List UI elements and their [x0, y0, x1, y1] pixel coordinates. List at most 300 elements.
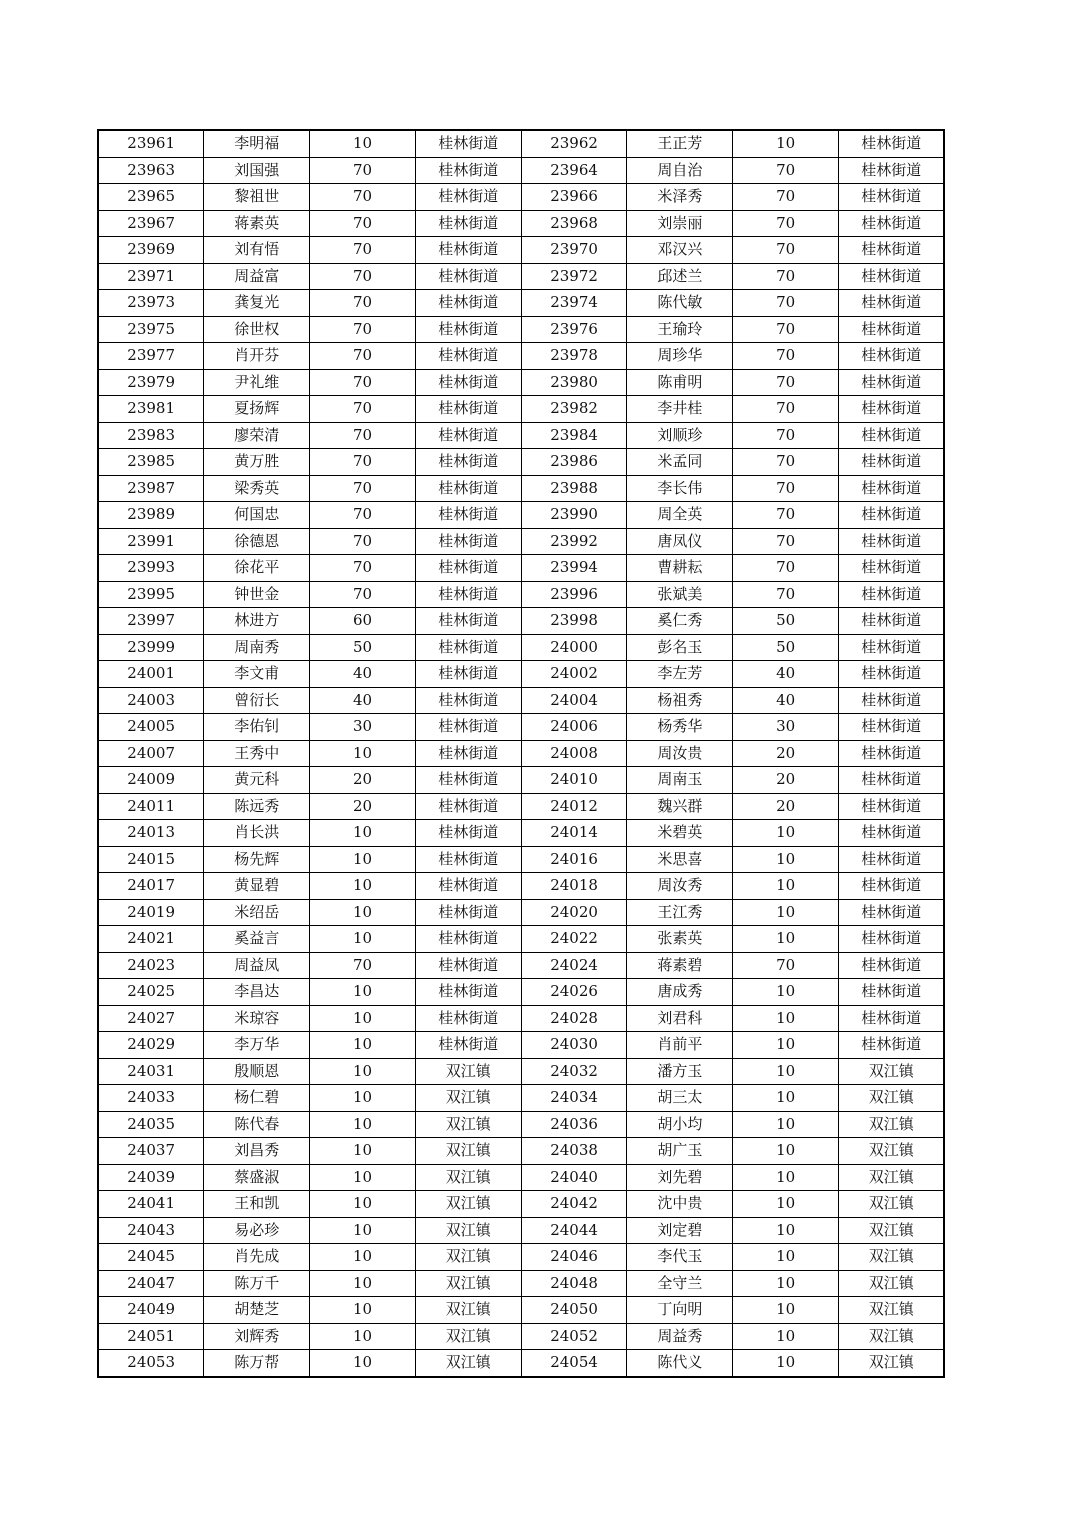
- left-name-cell: 刘辉秀: [204, 1323, 310, 1350]
- left-amount-cell: 70: [310, 316, 416, 343]
- right-name-cell: 彭名玉: [627, 634, 733, 661]
- right-amount-cell: 10: [733, 1191, 839, 1218]
- right-name-cell: 邱述兰: [627, 263, 733, 290]
- right-area-cell: 桂林街道: [839, 661, 945, 688]
- left-amount-cell: 70: [310, 449, 416, 476]
- table-row: [98, 449, 944, 476]
- right-amount-cell: 70: [733, 422, 839, 449]
- right-id-cell: 24026: [521, 979, 627, 1006]
- left-amount-cell: 10: [310, 979, 416, 1006]
- right-area-cell: 双江镇: [839, 1191, 945, 1218]
- right-amount-cell: 10: [733, 1323, 839, 1350]
- left-name-cell: 廖荣清: [204, 422, 310, 449]
- right-name-cell: 米孟同: [627, 449, 733, 476]
- table-row: [98, 661, 944, 688]
- right-id-cell: 23998: [521, 608, 627, 635]
- right-name-cell: 陈代义: [627, 1350, 733, 1377]
- left-area-cell: 桂林街道: [415, 926, 521, 953]
- right-name-cell: 张素英: [627, 926, 733, 953]
- left-amount-cell: 70: [310, 184, 416, 211]
- left-area-cell: 桂林街道: [415, 290, 521, 317]
- left-name-cell: 杨先辉: [204, 846, 310, 873]
- left-id-cell: 23963: [98, 157, 204, 184]
- table-row: [98, 1270, 944, 1297]
- table-row: [98, 1323, 944, 1350]
- right-name-cell: 肖前平: [627, 1032, 733, 1059]
- left-area-cell: 桂林街道: [415, 793, 521, 820]
- left-amount-cell: 10: [310, 1244, 416, 1271]
- left-area-cell: 桂林街道: [415, 184, 521, 211]
- right-area-cell: 桂林街道: [839, 952, 945, 979]
- left-id-cell: 24041: [98, 1191, 204, 1218]
- left-name-cell: 殷顺恩: [204, 1058, 310, 1085]
- left-amount-cell: 70: [310, 396, 416, 423]
- right-amount-cell: 20: [733, 793, 839, 820]
- left-id-cell: 23999: [98, 634, 204, 661]
- left-area-cell: 桂林街道: [415, 157, 521, 184]
- right-name-cell: 米泽秀: [627, 184, 733, 211]
- left-area-cell: 双江镇: [415, 1350, 521, 1377]
- table-row: [98, 343, 944, 370]
- left-area-cell: 双江镇: [415, 1138, 521, 1165]
- left-area-cell: 桂林街道: [415, 316, 521, 343]
- right-amount-cell: 10: [733, 1217, 839, 1244]
- right-area-cell: 桂林街道: [839, 793, 945, 820]
- table-row: [98, 1191, 944, 1218]
- left-name-cell: 蒋素英: [204, 210, 310, 237]
- left-area-cell: 桂林街道: [415, 343, 521, 370]
- left-id-cell: 23989: [98, 502, 204, 529]
- left-name-cell: 黄显碧: [204, 873, 310, 900]
- right-area-cell: 桂林街道: [839, 316, 945, 343]
- right-area-cell: 桂林街道: [839, 449, 945, 476]
- right-name-cell: 胡广玉: [627, 1138, 733, 1165]
- right-amount-cell: 10: [733, 1085, 839, 1112]
- left-amount-cell: 10: [310, 873, 416, 900]
- right-id-cell: 24000: [521, 634, 627, 661]
- right-area-cell: 桂林街道: [839, 184, 945, 211]
- left-id-cell: 24049: [98, 1297, 204, 1324]
- table-row: [98, 767, 944, 794]
- left-id-cell: 23991: [98, 528, 204, 555]
- right-amount-cell: 40: [733, 687, 839, 714]
- left-id-cell: 24053: [98, 1350, 204, 1377]
- right-name-cell: 蒋素碧: [627, 952, 733, 979]
- left-name-cell: 王秀中: [204, 740, 310, 767]
- table-row: [98, 184, 944, 211]
- left-area-cell: 桂林街道: [415, 714, 521, 741]
- right-id-cell: 23996: [521, 581, 627, 608]
- right-amount-cell: 10: [733, 899, 839, 926]
- table-row: [98, 793, 944, 820]
- left-amount-cell: 20: [310, 793, 416, 820]
- right-area-cell: 桂林街道: [839, 130, 945, 157]
- left-name-cell: 王和凯: [204, 1191, 310, 1218]
- records-table: [97, 129, 945, 1378]
- right-id-cell: 23984: [521, 422, 627, 449]
- right-area-cell: 双江镇: [839, 1297, 945, 1324]
- right-amount-cell: 70: [733, 581, 839, 608]
- right-name-cell: 米思喜: [627, 846, 733, 873]
- right-name-cell: 全守兰: [627, 1270, 733, 1297]
- right-id-cell: 23970: [521, 237, 627, 264]
- table-row: [98, 873, 944, 900]
- right-amount-cell: 70: [733, 555, 839, 582]
- right-amount-cell: 70: [733, 528, 839, 555]
- right-id-cell: 24018: [521, 873, 627, 900]
- right-amount-cell: 70: [733, 237, 839, 264]
- left-area-cell: 桂林街道: [415, 820, 521, 847]
- right-area-cell: 桂林街道: [839, 714, 945, 741]
- left-id-cell: 24025: [98, 979, 204, 1006]
- right-area-cell: 双江镇: [839, 1217, 945, 1244]
- left-name-cell: 米绍岳: [204, 899, 310, 926]
- right-amount-cell: 70: [733, 184, 839, 211]
- right-amount-cell: 10: [733, 873, 839, 900]
- left-name-cell: 陈远秀: [204, 793, 310, 820]
- right-name-cell: 唐凤仪: [627, 528, 733, 555]
- right-id-cell: 24014: [521, 820, 627, 847]
- right-name-cell: 刘先碧: [627, 1164, 733, 1191]
- left-name-cell: 陈代春: [204, 1111, 310, 1138]
- right-area-cell: 桂林街道: [839, 634, 945, 661]
- right-area-cell: 双江镇: [839, 1323, 945, 1350]
- left-name-cell: 陈万千: [204, 1270, 310, 1297]
- left-amount-cell: 10: [310, 1005, 416, 1032]
- table-row: [98, 1005, 944, 1032]
- right-amount-cell: 20: [733, 740, 839, 767]
- left-id-cell: 23969: [98, 237, 204, 264]
- right-area-cell: 桂林街道: [839, 369, 945, 396]
- right-name-cell: 杨秀华: [627, 714, 733, 741]
- right-amount-cell: 10: [733, 820, 839, 847]
- left-area-cell: 桂林街道: [415, 422, 521, 449]
- left-area-cell: 双江镇: [415, 1191, 521, 1218]
- right-amount-cell: 10: [733, 1297, 839, 1324]
- right-name-cell: 丁向明: [627, 1297, 733, 1324]
- table-row: [98, 1244, 944, 1271]
- left-amount-cell: 10: [310, 1138, 416, 1165]
- left-id-cell: 24023: [98, 952, 204, 979]
- left-amount-cell: 50: [310, 634, 416, 661]
- right-amount-cell: 70: [733, 396, 839, 423]
- right-amount-cell: 50: [733, 608, 839, 635]
- left-name-cell: 杨仁碧: [204, 1085, 310, 1112]
- table-row: [98, 979, 944, 1006]
- left-id-cell: 24013: [98, 820, 204, 847]
- right-area-cell: 双江镇: [839, 1085, 945, 1112]
- left-id-cell: 23985: [98, 449, 204, 476]
- left-name-cell: 黄元科: [204, 767, 310, 794]
- table-row: [98, 422, 944, 449]
- left-name-cell: 黎祖世: [204, 184, 310, 211]
- right-id-cell: 24008: [521, 740, 627, 767]
- right-area-cell: 桂林街道: [839, 422, 945, 449]
- left-id-cell: 24005: [98, 714, 204, 741]
- left-id-cell: 23975: [98, 316, 204, 343]
- table-row: [98, 369, 944, 396]
- table-row: [98, 157, 944, 184]
- left-amount-cell: 70: [310, 343, 416, 370]
- table-row: [98, 1058, 944, 1085]
- left-id-cell: 24019: [98, 899, 204, 926]
- left-id-cell: 23979: [98, 369, 204, 396]
- right-name-cell: 胡三太: [627, 1085, 733, 1112]
- left-name-cell: 徐德恩: [204, 528, 310, 555]
- left-amount-cell: 10: [310, 1164, 416, 1191]
- right-amount-cell: 30: [733, 714, 839, 741]
- right-id-cell: 24052: [521, 1323, 627, 1350]
- right-area-cell: 桂林街道: [839, 581, 945, 608]
- right-area-cell: 双江镇: [839, 1350, 945, 1377]
- right-area-cell: 桂林街道: [839, 846, 945, 873]
- right-id-cell: 23976: [521, 316, 627, 343]
- left-area-cell: 桂林街道: [415, 449, 521, 476]
- left-name-cell: 李文甫: [204, 661, 310, 688]
- right-amount-cell: 70: [733, 952, 839, 979]
- right-amount-cell: 10: [733, 1058, 839, 1085]
- left-id-cell: 24009: [98, 767, 204, 794]
- table-row: [98, 820, 944, 847]
- right-id-cell: 24044: [521, 1217, 627, 1244]
- right-id-cell: 23968: [521, 210, 627, 237]
- right-name-cell: 刘君科: [627, 1005, 733, 1032]
- left-area-cell: 双江镇: [415, 1270, 521, 1297]
- left-amount-cell: 70: [310, 555, 416, 582]
- left-id-cell: 24051: [98, 1323, 204, 1350]
- right-area-cell: 桂林街道: [839, 290, 945, 317]
- right-area-cell: 桂林街道: [839, 263, 945, 290]
- left-amount-cell: 10: [310, 1323, 416, 1350]
- left-amount-cell: 10: [310, 1111, 416, 1138]
- left-area-cell: 桂林街道: [415, 899, 521, 926]
- right-area-cell: 桂林街道: [839, 979, 945, 1006]
- left-area-cell: 桂林街道: [415, 263, 521, 290]
- table-row: [98, 1085, 944, 1112]
- right-id-cell: 24030: [521, 1032, 627, 1059]
- right-name-cell: 曹耕耘: [627, 555, 733, 582]
- right-amount-cell: 20: [733, 767, 839, 794]
- left-amount-cell: 70: [310, 210, 416, 237]
- left-id-cell: 23971: [98, 263, 204, 290]
- right-area-cell: 桂林街道: [839, 899, 945, 926]
- left-amount-cell: 40: [310, 661, 416, 688]
- left-name-cell: 李万华: [204, 1032, 310, 1059]
- left-amount-cell: 30: [310, 714, 416, 741]
- left-area-cell: 桂林街道: [415, 740, 521, 767]
- left-id-cell: 23981: [98, 396, 204, 423]
- right-id-cell: 24034: [521, 1085, 627, 1112]
- left-amount-cell: 10: [310, 899, 416, 926]
- left-name-cell: 刘有悟: [204, 237, 310, 264]
- left-amount-cell: 10: [310, 1217, 416, 1244]
- right-area-cell: 双江镇: [839, 1164, 945, 1191]
- left-area-cell: 桂林街道: [415, 661, 521, 688]
- right-id-cell: 24020: [521, 899, 627, 926]
- left-name-cell: 钟世金: [204, 581, 310, 608]
- left-id-cell: 23977: [98, 343, 204, 370]
- left-id-cell: 24045: [98, 1244, 204, 1271]
- table-row: [98, 290, 944, 317]
- right-name-cell: 李代玉: [627, 1244, 733, 1271]
- table-row: [98, 1297, 944, 1324]
- right-name-cell: 陈甫明: [627, 369, 733, 396]
- right-id-cell: 24016: [521, 846, 627, 873]
- table-row: [98, 634, 944, 661]
- left-area-cell: 双江镇: [415, 1297, 521, 1324]
- left-amount-cell: 70: [310, 422, 416, 449]
- right-id-cell: 24042: [521, 1191, 627, 1218]
- right-amount-cell: 50: [733, 634, 839, 661]
- left-name-cell: 蔡盛淑: [204, 1164, 310, 1191]
- left-id-cell: 24043: [98, 1217, 204, 1244]
- left-name-cell: 周益凤: [204, 952, 310, 979]
- right-id-cell: 24036: [521, 1111, 627, 1138]
- left-area-cell: 桂林街道: [415, 528, 521, 555]
- right-id-cell: 24002: [521, 661, 627, 688]
- left-amount-cell: 70: [310, 263, 416, 290]
- left-name-cell: 李明福: [204, 130, 310, 157]
- left-id-cell: 24037: [98, 1138, 204, 1165]
- table-row: [98, 608, 944, 635]
- right-area-cell: 桂林街道: [839, 528, 945, 555]
- right-id-cell: 23978: [521, 343, 627, 370]
- table-row: [98, 1032, 944, 1059]
- right-id-cell: 24032: [521, 1058, 627, 1085]
- left-amount-cell: 10: [310, 740, 416, 767]
- table-row: [98, 1111, 944, 1138]
- left-area-cell: 双江镇: [415, 1164, 521, 1191]
- left-id-cell: 23973: [98, 290, 204, 317]
- right-amount-cell: 10: [733, 1111, 839, 1138]
- right-area-cell: 桂林街道: [839, 608, 945, 635]
- right-name-cell: 李左芳: [627, 661, 733, 688]
- right-name-cell: 张斌美: [627, 581, 733, 608]
- right-area-cell: 双江镇: [839, 1270, 945, 1297]
- left-id-cell: 24047: [98, 1270, 204, 1297]
- table-row: [98, 555, 944, 582]
- left-id-cell: 23987: [98, 475, 204, 502]
- left-amount-cell: 70: [310, 290, 416, 317]
- left-id-cell: 24011: [98, 793, 204, 820]
- left-area-cell: 双江镇: [415, 1085, 521, 1112]
- right-name-cell: 李井桂: [627, 396, 733, 423]
- left-amount-cell: 70: [310, 369, 416, 396]
- left-area-cell: 桂林街道: [415, 1032, 521, 1059]
- left-id-cell: 23983: [98, 422, 204, 449]
- table-row: [98, 263, 944, 290]
- right-amount-cell: 10: [733, 1138, 839, 1165]
- right-name-cell: 周自治: [627, 157, 733, 184]
- right-amount-cell: 10: [733, 846, 839, 873]
- right-name-cell: 刘定碧: [627, 1217, 733, 1244]
- left-name-cell: 李佑钊: [204, 714, 310, 741]
- right-id-cell: 24024: [521, 952, 627, 979]
- left-amount-cell: 70: [310, 528, 416, 555]
- table-row: [98, 846, 944, 873]
- left-name-cell: 奚益言: [204, 926, 310, 953]
- left-area-cell: 桂林街道: [415, 475, 521, 502]
- right-amount-cell: 70: [733, 475, 839, 502]
- right-name-cell: 王正芳: [627, 130, 733, 157]
- left-amount-cell: 10: [310, 1032, 416, 1059]
- right-area-cell: 双江镇: [839, 1244, 945, 1271]
- table-row: [98, 502, 944, 529]
- left-amount-cell: 70: [310, 475, 416, 502]
- table-row: [98, 528, 944, 555]
- left-name-cell: 周南秀: [204, 634, 310, 661]
- right-name-cell: 周益秀: [627, 1323, 733, 1350]
- right-id-cell: 23972: [521, 263, 627, 290]
- right-id-cell: 23980: [521, 369, 627, 396]
- left-amount-cell: 70: [310, 502, 416, 529]
- right-area-cell: 桂林街道: [839, 237, 945, 264]
- right-name-cell: 唐成秀: [627, 979, 733, 1006]
- table-row: [98, 1217, 944, 1244]
- left-name-cell: 林进方: [204, 608, 310, 635]
- right-area-cell: 桂林街道: [839, 475, 945, 502]
- left-area-cell: 桂林街道: [415, 873, 521, 900]
- right-name-cell: 李长伟: [627, 475, 733, 502]
- left-area-cell: 桂林街道: [415, 210, 521, 237]
- right-id-cell: 23966: [521, 184, 627, 211]
- right-id-cell: 24038: [521, 1138, 627, 1165]
- left-name-cell: 徐花平: [204, 555, 310, 582]
- left-id-cell: 24021: [98, 926, 204, 953]
- right-id-cell: 23994: [521, 555, 627, 582]
- left-area-cell: 桂林街道: [415, 555, 521, 582]
- right-amount-cell: 10: [733, 130, 839, 157]
- left-name-cell: 肖先成: [204, 1244, 310, 1271]
- table-row: [98, 1350, 944, 1377]
- right-amount-cell: 70: [733, 157, 839, 184]
- left-id-cell: 24039: [98, 1164, 204, 1191]
- right-id-cell: 24050: [521, 1297, 627, 1324]
- left-amount-cell: 70: [310, 237, 416, 264]
- right-id-cell: 24022: [521, 926, 627, 953]
- left-name-cell: 夏扬辉: [204, 396, 310, 423]
- right-area-cell: 桂林街道: [839, 502, 945, 529]
- left-amount-cell: 10: [310, 1297, 416, 1324]
- right-area-cell: 桂林街道: [839, 343, 945, 370]
- left-area-cell: 桂林街道: [415, 581, 521, 608]
- table-row: [98, 316, 944, 343]
- left-name-cell: 周益富: [204, 263, 310, 290]
- right-area-cell: 桂林街道: [839, 926, 945, 953]
- right-name-cell: 王瑜玲: [627, 316, 733, 343]
- right-name-cell: 沈中贵: [627, 1191, 733, 1218]
- left-name-cell: 易必珍: [204, 1217, 310, 1244]
- right-amount-cell: 70: [733, 263, 839, 290]
- left-area-cell: 双江镇: [415, 1111, 521, 1138]
- left-name-cell: 刘昌秀: [204, 1138, 310, 1165]
- left-id-cell: 23995: [98, 581, 204, 608]
- right-amount-cell: 70: [733, 502, 839, 529]
- left-id-cell: 24031: [98, 1058, 204, 1085]
- right-name-cell: 米碧英: [627, 820, 733, 847]
- left-amount-cell: 10: [310, 1270, 416, 1297]
- left-id-cell: 23961: [98, 130, 204, 157]
- right-amount-cell: 70: [733, 316, 839, 343]
- right-id-cell: 23964: [521, 157, 627, 184]
- right-area-cell: 双江镇: [839, 1138, 945, 1165]
- left-name-cell: 龚复光: [204, 290, 310, 317]
- right-amount-cell: 70: [733, 449, 839, 476]
- right-name-cell: 周汝贵: [627, 740, 733, 767]
- left-area-cell: 桂林街道: [415, 130, 521, 157]
- left-area-cell: 桂林街道: [415, 687, 521, 714]
- right-amount-cell: 10: [733, 1244, 839, 1271]
